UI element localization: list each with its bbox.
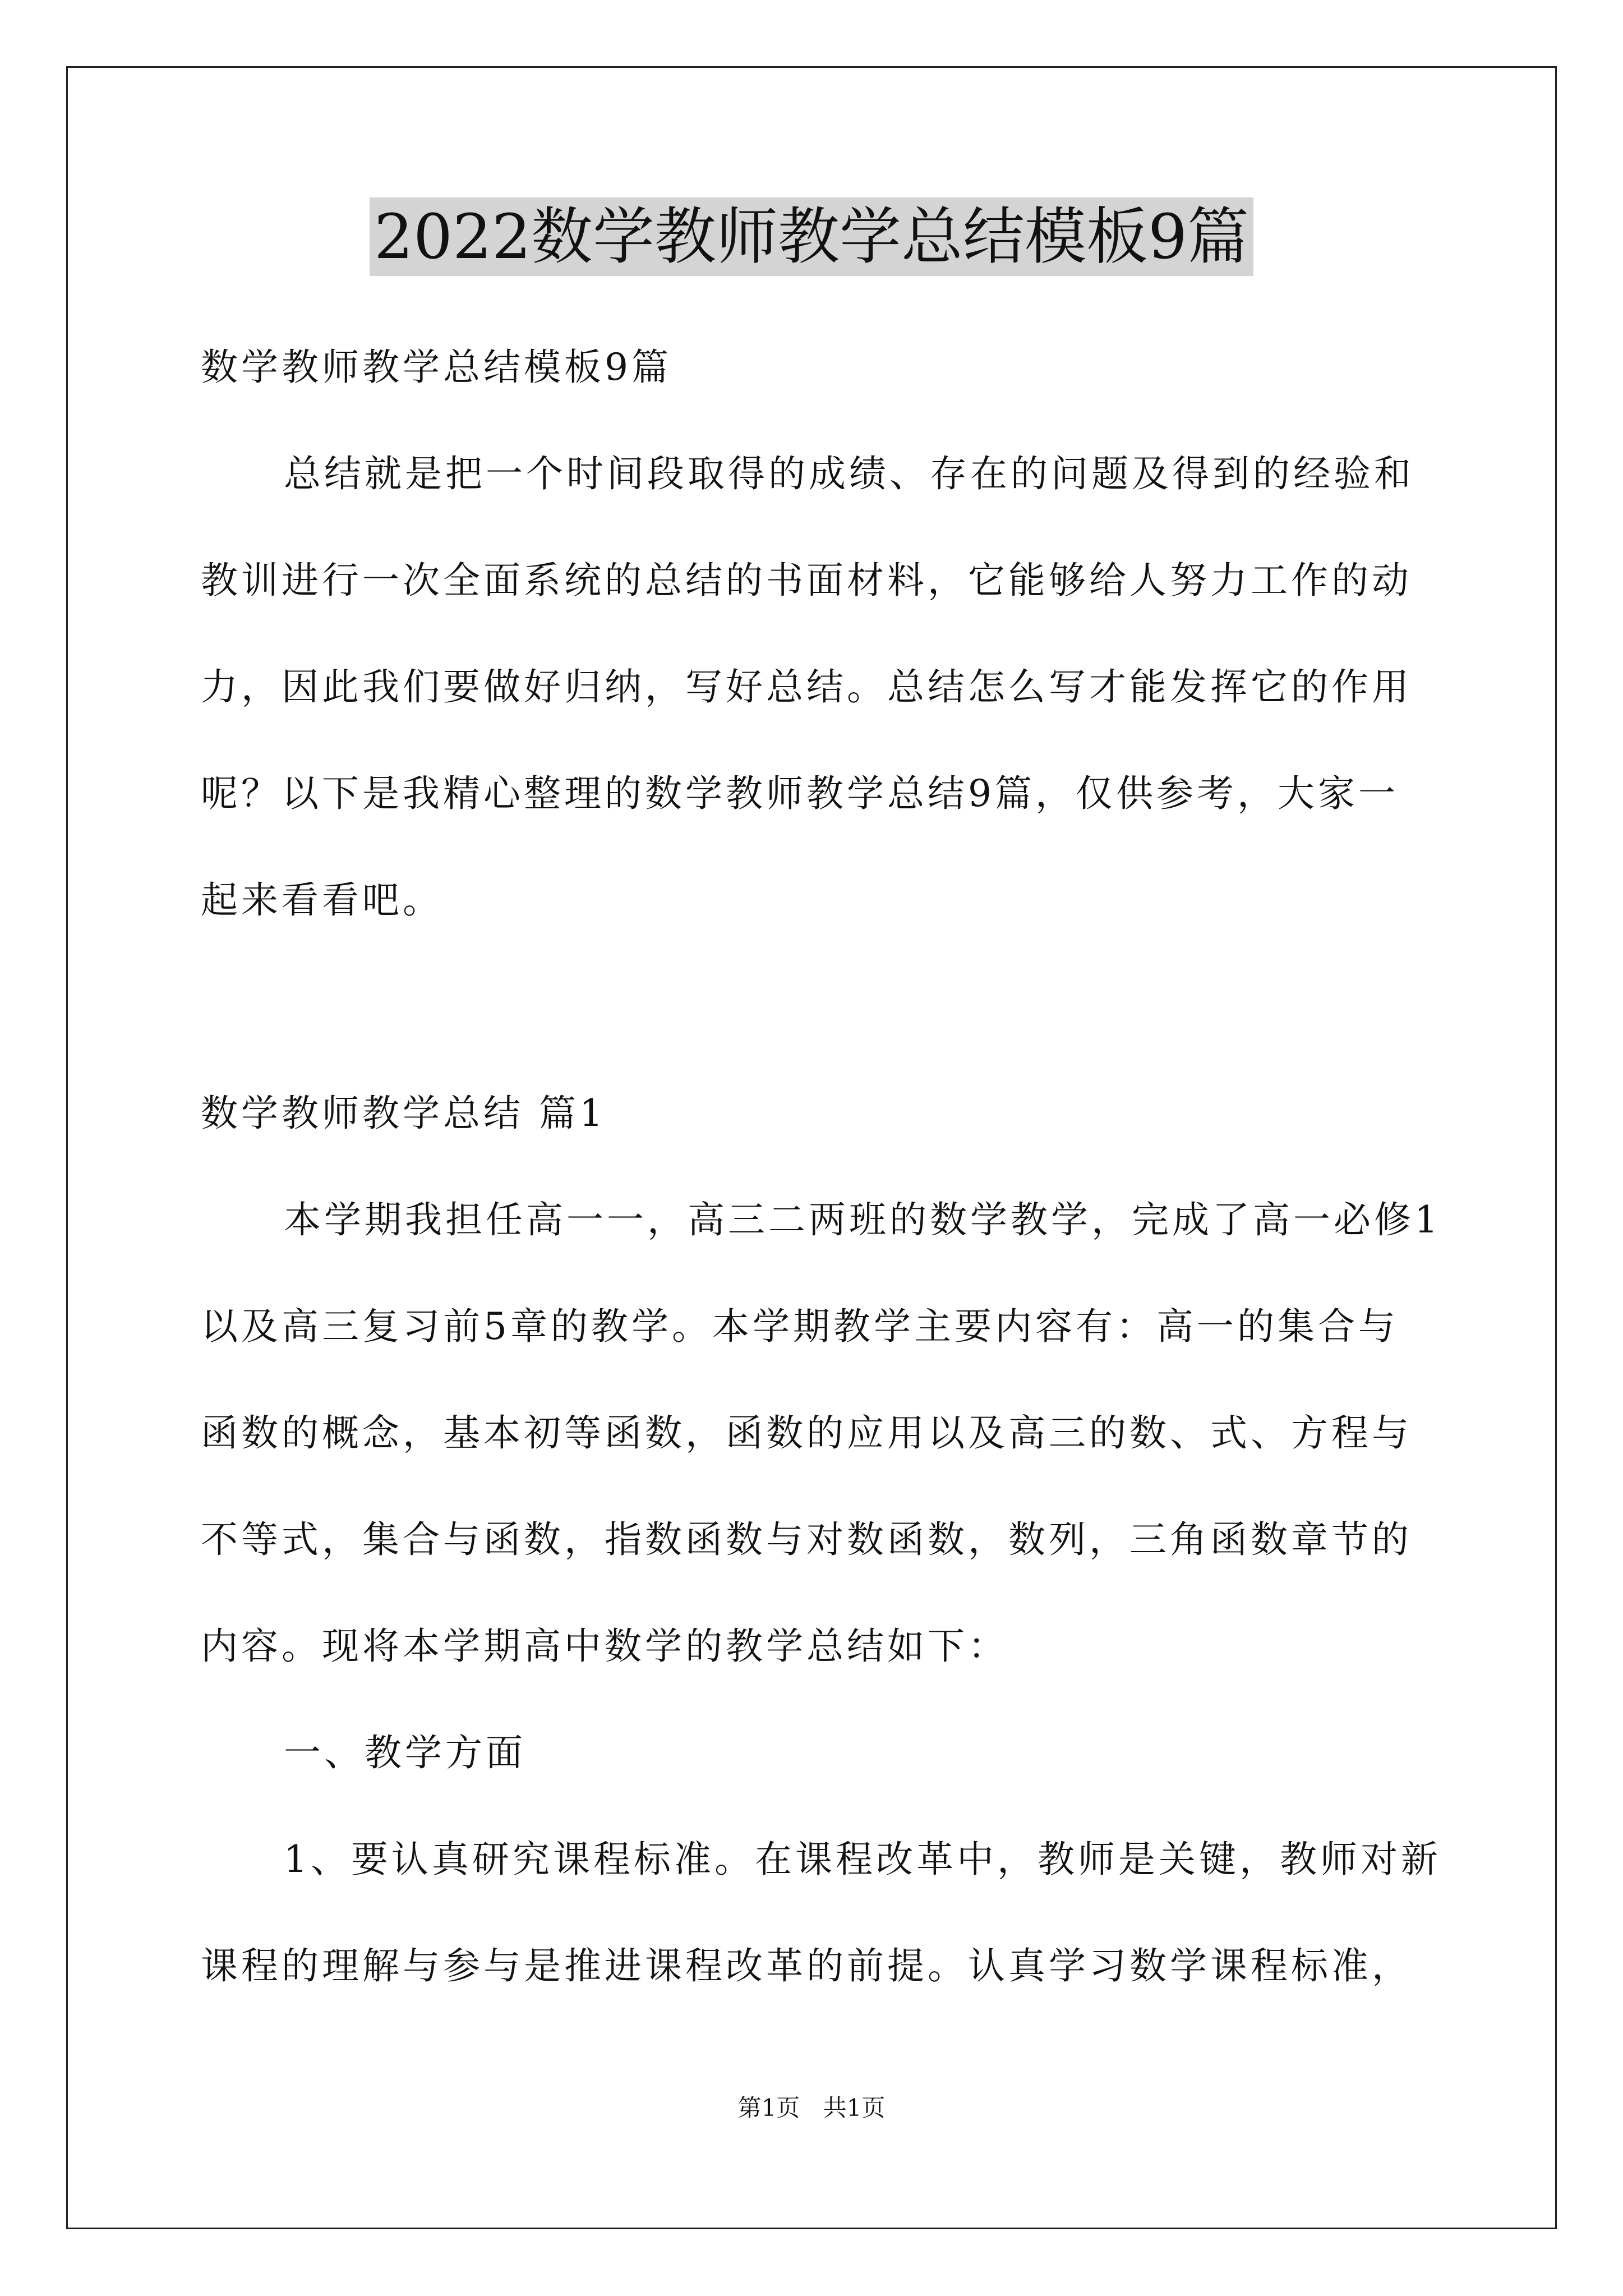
section-line-4: 不等式，集合与函数，指数函数与对数函数，数列，三角函数章节的: [201, 1518, 1412, 1561]
title-container: [0, 197, 1623, 276]
section-line-3: 函数的概念，基本初等函数，函数的应用以及高三的数、式、方程与: [201, 1411, 1412, 1455]
point-line-2: 课程的理解与参与是推进课程改革的前提。认真学习数学课程标准，: [201, 1944, 1412, 1987]
intro-line-2: 教训进行一次全面系统的总结的书面材料，它能够给人努力工作的动: [201, 559, 1412, 602]
document-body: [201, 314, 1441, 2019]
intro-line-1: 总结就是把一个时间段取得的成绩、存在的问题及得到的经验和: [284, 452, 1414, 495]
section-line-1: 本学期我担任高一一，高三二两班的数学教学，完成了高一必修1: [284, 1198, 1441, 1241]
point-line-1: 1、要认真研究课程标准。在课程改革中，教师是关键，教师对新: [284, 1838, 1441, 1881]
section-heading: 数学教师教学总结 篇1: [201, 1092, 606, 1135]
intro-line-3: 力，因此我们要做好归纳，写好总结。总结怎么写才能发挥它的作用: [201, 665, 1412, 708]
section-line-5: 内容。现将本学期高中数学的教学总结如下：: [201, 1625, 1008, 1668]
section-line-2: 以及高三复习前5章的教学。本学期教学主要内容有：高一的集合与: [201, 1305, 1399, 1348]
intro-line-4: 呢？以下是我精心整理的数学教师教学总结9篇，仅供参考，大家一: [201, 772, 1399, 815]
page-number: 第1页: [737, 2094, 800, 2122]
document-subtitle: 数学教师教学总结模板9篇: [201, 346, 672, 389]
paragraph-spacer: [201, 954, 1435, 1060]
page-footer: [0, 2091, 1623, 2125]
document-title: 2022数学教师教学总结模板9篇: [370, 197, 1253, 276]
page-total: 共1页: [823, 2094, 886, 2122]
subheading: 一、教学方面: [284, 1731, 526, 1774]
intro-line-5: 起来看看吧。: [201, 878, 443, 922]
